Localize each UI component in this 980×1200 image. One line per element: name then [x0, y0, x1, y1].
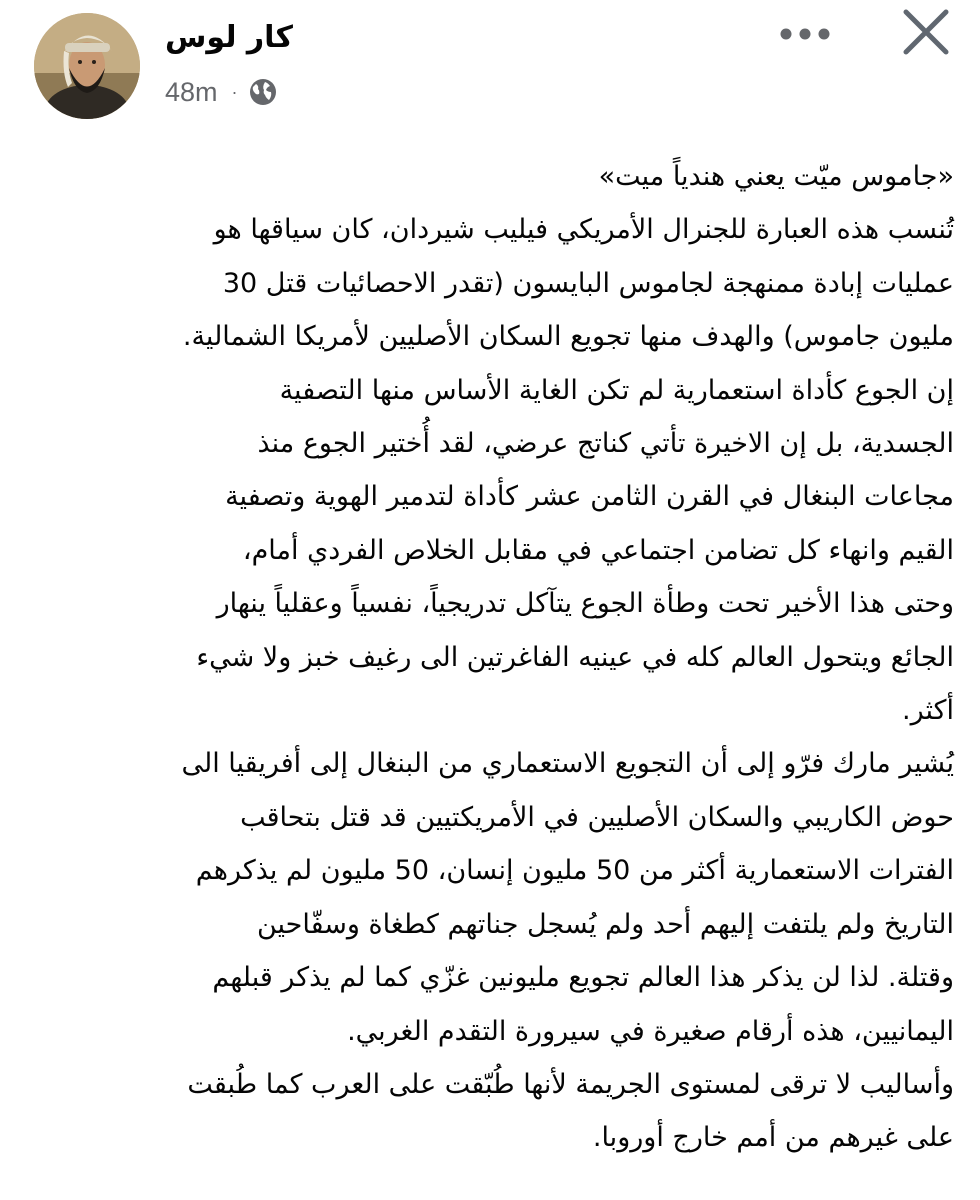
post-line: وقتلة. لذا لن يذكر هذا العالم تجويع مليونين غزّي كما لم يذكر قبلهم: [212, 962, 954, 994]
post-line: إن الجوع كأداة استعمارية لم تكن الغاية الأساس منها التصفية: [279, 374, 954, 406]
post-meta: [165, 72, 278, 112]
post-line: التاريخ ولم يلتفت إليهم أحد ولم يُسجل جناتهم كطغاة وسفّاحين: [256, 908, 954, 940]
avatar[interactable]: [34, 13, 140, 119]
post-line: الفترات الاستعمارية أكثر من 50 مليون إنسان، 50 مليون لم يذكرهم: [195, 855, 954, 887]
post-line: على غيرهم من أمم خارج أوروبا.: [592, 1122, 954, 1154]
post-line: تُنسب هذه العبارة للجنرال الأمريكي فيليب شيردان، كان سياقها هو: [213, 214, 954, 246]
close-icon: [898, 4, 954, 60]
post-text: [30, 150, 954, 1165]
post-line: مليون جاموس) والهدف منها تجويع السكان الأصليين لأمريكا الشمالية.: [182, 321, 954, 353]
post-line: مجاعات البنغال في القرن الثامن عشر كأداة لتدمير الهوية وتصفية: [225, 481, 954, 513]
post-line: اليمانيين، هذه أرقام صغيرة في سيرورة التقدم الغربي.: [347, 1015, 954, 1047]
close-button[interactable]: [898, 4, 954, 60]
post-line: الجائع ويتحول العالم كله في عينيه الفاغرتين الى رغيف خبز ولا شيء: [196, 641, 954, 673]
more-options-button[interactable]: [770, 16, 840, 52]
more-dots-icon: [770, 16, 840, 52]
author-name[interactable]: كار لوس: [165, 20, 293, 55]
post-line: حوض الكاريبي والسكان الأصليين في الأمريكتيين قد قتل بتحاقب: [240, 801, 954, 833]
globe-icon: [248, 77, 278, 107]
meta-separator: ·: [231, 81, 238, 102]
post-line: عمليات إبادة ممنهجة لجاموس البايسون (تقدر الاحصائيات قتل 30: [222, 267, 954, 299]
post-line: وحتى هذا الأخير تحت وطأة الجوع يتآكل تدريجياً، نفسياً وعقلياً ينهار: [216, 588, 954, 620]
post-line: الجسدية، بل إن الاخيرة تأتي كناتج عرضي، لقد أُختير الجوع منذ: [257, 428, 954, 460]
post-line: «جاموس ميّت يعني هندياً ميت»: [598, 161, 954, 192]
post-header: [0, 0, 980, 130]
post-line: يُشير مارك فرّو إلى أن التجويع الاستعماري من البنغال إلى أفريقيا الى: [181, 748, 954, 780]
post-timestamp[interactable]: 48m: [165, 76, 218, 107]
post-line: القيم وانهاء كل تضامن اجتماعي في مقابل الخلاص الفردي أمام،: [242, 534, 954, 566]
post-line: أكثر.: [902, 695, 954, 727]
post-line: وأساليب لا ترقى لمستوى الجريمة لأنها طُبّقت على العرب كما طُبقت: [187, 1068, 954, 1100]
